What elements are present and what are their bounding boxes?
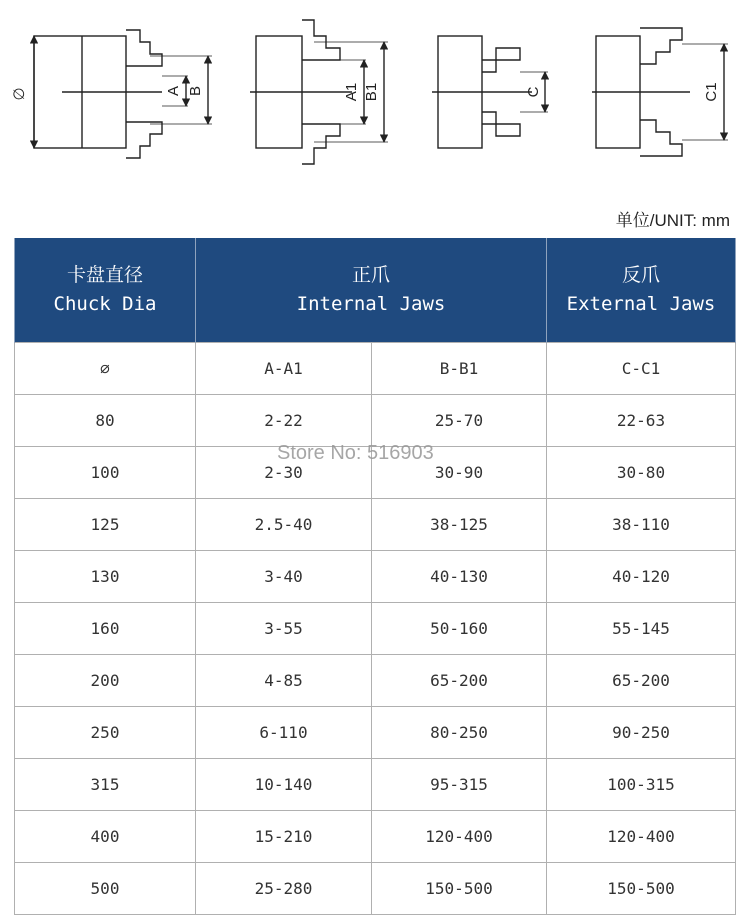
subheader-row	[15, 343, 736, 395]
diagram-internal-jaws-ab	[34, 30, 212, 158]
cell-b-b1: 120-400	[372, 811, 547, 863]
chuck-jaw-spec-table	[14, 238, 736, 915]
subheader-dia: ∅	[15, 343, 196, 395]
header-chuck-zh: 卡盘直径	[66, 264, 143, 286]
cell-b-b1: 25-70	[372, 395, 547, 447]
table-row	[15, 395, 736, 447]
header-internal-en: Internal Jaws	[296, 293, 446, 315]
header-external-jaws	[547, 238, 736, 343]
cell-b-b1: 40-130	[372, 551, 547, 603]
cell-a-a1: 2.5-40	[196, 499, 372, 551]
cell-b-b1: 30-90	[372, 447, 547, 499]
header-chuck-dia	[15, 238, 196, 343]
cell-a-a1: 2-30	[196, 447, 372, 499]
cell-a-a1: 3-55	[196, 603, 372, 655]
cell-a-a1: 2-22	[196, 395, 372, 447]
cell-c-c1: 100-315	[547, 759, 736, 811]
cell-c-c1: 30-80	[547, 447, 736, 499]
table-row	[15, 759, 736, 811]
cell-dia: 80	[15, 395, 196, 447]
cell-dia: 125	[15, 499, 196, 551]
cell-a-a1: 4-85	[196, 655, 372, 707]
cell-a-a1: 6-110	[196, 707, 372, 759]
header-chuck-en: Chuck Dia	[53, 293, 157, 315]
header-internal-jaws	[196, 238, 547, 343]
table-row	[15, 447, 736, 499]
cell-c-c1: 38-110	[547, 499, 736, 551]
table-row	[15, 655, 736, 707]
label-b1: B1	[363, 82, 380, 102]
subheader-a-a1: A-A1	[196, 343, 372, 395]
cell-b-b1: 150-500	[372, 863, 547, 915]
cell-b-b1: 50-160	[372, 603, 547, 655]
label-dia: ∅	[11, 87, 28, 101]
diagrams-svg	[0, 0, 750, 200]
cell-c-c1: 40-120	[547, 551, 736, 603]
header-external-zh: 反爪	[621, 264, 660, 286]
table-row	[15, 551, 736, 603]
table-row	[15, 707, 736, 759]
cell-a-a1: 25-280	[196, 863, 372, 915]
cell-dia: 200	[15, 655, 196, 707]
cell-dia: 130	[15, 551, 196, 603]
table-header-row	[15, 238, 736, 343]
cell-c-c1: 55-145	[547, 603, 736, 655]
store-watermark: Store No: 516903	[277, 442, 434, 464]
table-row	[15, 499, 736, 551]
table-row	[15, 863, 736, 915]
subheader-b-b1: B-B1	[372, 343, 547, 395]
cell-dia: 160	[15, 603, 196, 655]
label-b: B	[187, 85, 204, 97]
subheader-c-c1: C-C1	[547, 343, 736, 395]
label-a: A	[165, 85, 182, 97]
cell-b-b1: 38-125	[372, 499, 547, 551]
label-a1: A1	[343, 82, 360, 102]
jaw-dimension-diagrams	[0, 0, 750, 200]
table-row	[15, 811, 736, 863]
cell-b-b1: 80-250	[372, 707, 547, 759]
cell-c-c1: 90-250	[547, 707, 736, 759]
cell-a-a1: 15-210	[196, 811, 372, 863]
header-external-en: External Jaws	[566, 293, 716, 315]
cell-c-c1: 150-500	[547, 863, 736, 915]
cell-dia: 315	[15, 759, 196, 811]
cell-c-c1: 120-400	[547, 811, 736, 863]
cell-dia: 400	[15, 811, 196, 863]
cell-b-b1: 65-200	[372, 655, 547, 707]
label-c1: C1	[703, 82, 720, 102]
cell-dia: 500	[15, 863, 196, 915]
cell-a-a1: 3-40	[196, 551, 372, 603]
cell-b-b1: 95-315	[372, 759, 547, 811]
cell-a-a1: 10-140	[196, 759, 372, 811]
cell-c-c1: 22-63	[547, 395, 736, 447]
unit-label: 单位/UNIT: mm	[615, 211, 730, 230]
cell-dia: 100	[15, 447, 196, 499]
table-row	[15, 603, 736, 655]
cell-c-c1: 65-200	[547, 655, 736, 707]
header-internal-zh: 正爪	[351, 264, 390, 286]
label-c: C	[525, 86, 542, 98]
cell-dia: 250	[15, 707, 196, 759]
